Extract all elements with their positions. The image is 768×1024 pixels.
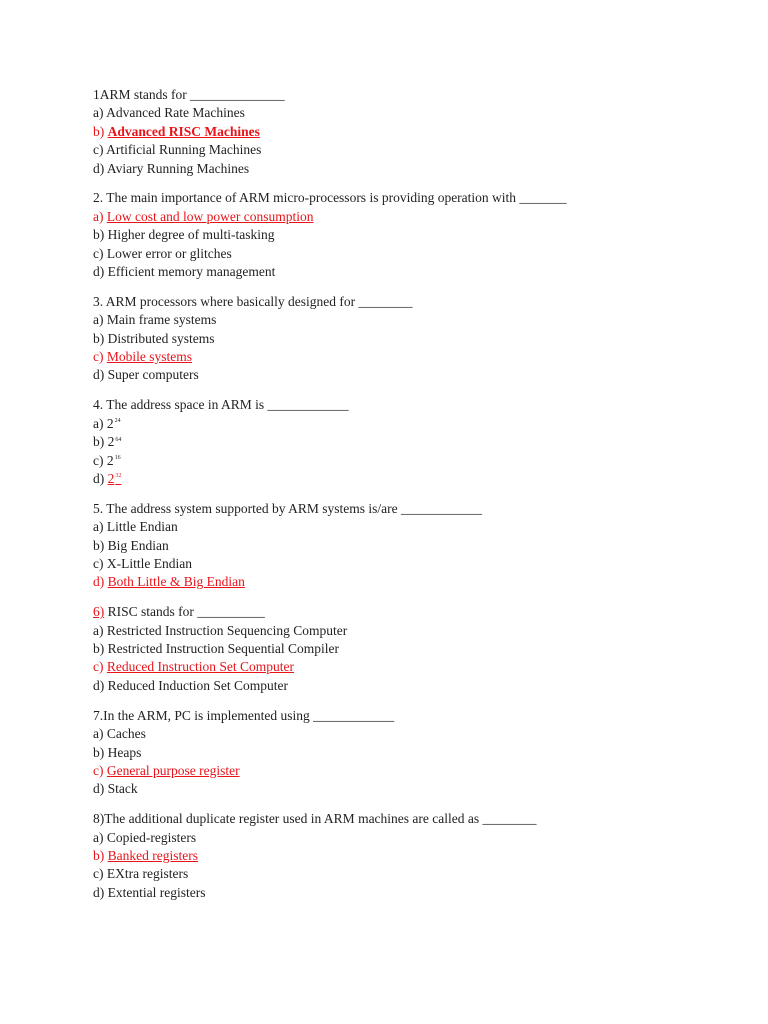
option-d: d) Extential registers — [93, 884, 206, 900]
option-a: a) $2^{24}$ — [93, 415, 121, 431]
question-3 — [93, 293, 713, 385]
correct-answer: $2^{32}$ — [107, 470, 122, 486]
question-2 — [93, 189, 713, 281]
option-d: d) Stack — [93, 781, 138, 797]
option-b: b) $2^{64}$ — [93, 434, 122, 450]
option-a: a) Low cost and low power consumption — [93, 208, 314, 224]
question-stem: 6) RISC stands for __________ — [93, 604, 265, 620]
option-b: b) Big Endian — [93, 537, 169, 553]
option-b: b) Restricted Instruction Sequential Compiler — [93, 641, 339, 657]
correct-answer: Advanced RISC Machines — [107, 123, 260, 139]
option-a: a) Restricted Instruction Sequencing Computer — [93, 622, 348, 638]
option-d: d) $2^{32}$ — [93, 470, 122, 486]
option-c: c) $2^{16}$ — [93, 452, 121, 468]
question-stem: 2. The main importance of ARM micro-processors is providing operation with _______ — [93, 190, 567, 206]
option-a: a) Main frame systems — [93, 312, 217, 328]
option-c: c) Artificial Running Machines — [93, 142, 262, 158]
option-b: b) Banked registers — [93, 847, 198, 863]
question-stem: 3. ARM processors where basically designed for ________ — [93, 293, 413, 309]
option-b: b) Heaps — [93, 744, 142, 760]
correct-answer: Reduced Instruction Set Computer — [106, 659, 294, 675]
question-5 — [93, 500, 713, 592]
option-d: d) Reduced Induction Set Computer — [93, 677, 288, 693]
question-6 — [93, 603, 713, 695]
question-stem: 4. The address space in ARM is ____________ — [93, 397, 349, 413]
correct-answer: Both Little & Big Endian — [107, 574, 245, 590]
option-c: c) X-Little Endian — [93, 555, 192, 571]
question-stem: 5. The address system supported by ARM systems is/are ____________ — [93, 500, 482, 516]
option-d: d) Efficient memory management — [93, 264, 276, 280]
option-c: c) Reduced Instruction Set Computer — [93, 659, 294, 675]
question-8 — [93, 810, 713, 902]
correct-answer: Low cost and low power consumption — [106, 208, 314, 224]
option-c: c) EXtra registers — [93, 866, 189, 882]
question-7 — [93, 707, 713, 799]
question-4 — [93, 396, 713, 488]
option-b: b) Higher degree of multi-tasking — [93, 227, 275, 243]
option-d: d) Aviary Running Machines — [93, 160, 250, 176]
option-c: c) Mobile systems — [93, 349, 193, 365]
question-1 — [93, 86, 713, 178]
correct-answer: Mobile systems — [106, 349, 193, 365]
option-b: b) Distributed systems — [93, 330, 215, 346]
option-a: a) Caches — [93, 726, 146, 742]
option-c: c) Lower error or glitches — [93, 245, 232, 261]
question-stem: 7.In the ARM, PC is implemented using ____________ — [93, 707, 395, 723]
question-stem: 1ARM stands for ______________ — [93, 87, 285, 102]
question-number: 6) — [93, 604, 105, 620]
option-a: a) Advanced Rate Machines — [93, 105, 245, 121]
question-stem: 8)The additional duplicate register used in ARM machines are called as ________ — [93, 811, 537, 827]
option-a: a) Little Endian — [93, 519, 178, 535]
correct-answer: General purpose register — [106, 762, 240, 778]
correct-answer: Banked registers — [107, 847, 198, 863]
option-d: d) Super computers — [93, 367, 199, 383]
option-a: a) Copied-registers — [93, 829, 197, 845]
quiz — [93, 86, 713, 914]
option-b: b) Advanced RISC Machines — [93, 123, 260, 139]
option-d: d) Both Little & Big Endian — [93, 574, 245, 590]
option-c: c) General purpose register — [93, 762, 240, 778]
